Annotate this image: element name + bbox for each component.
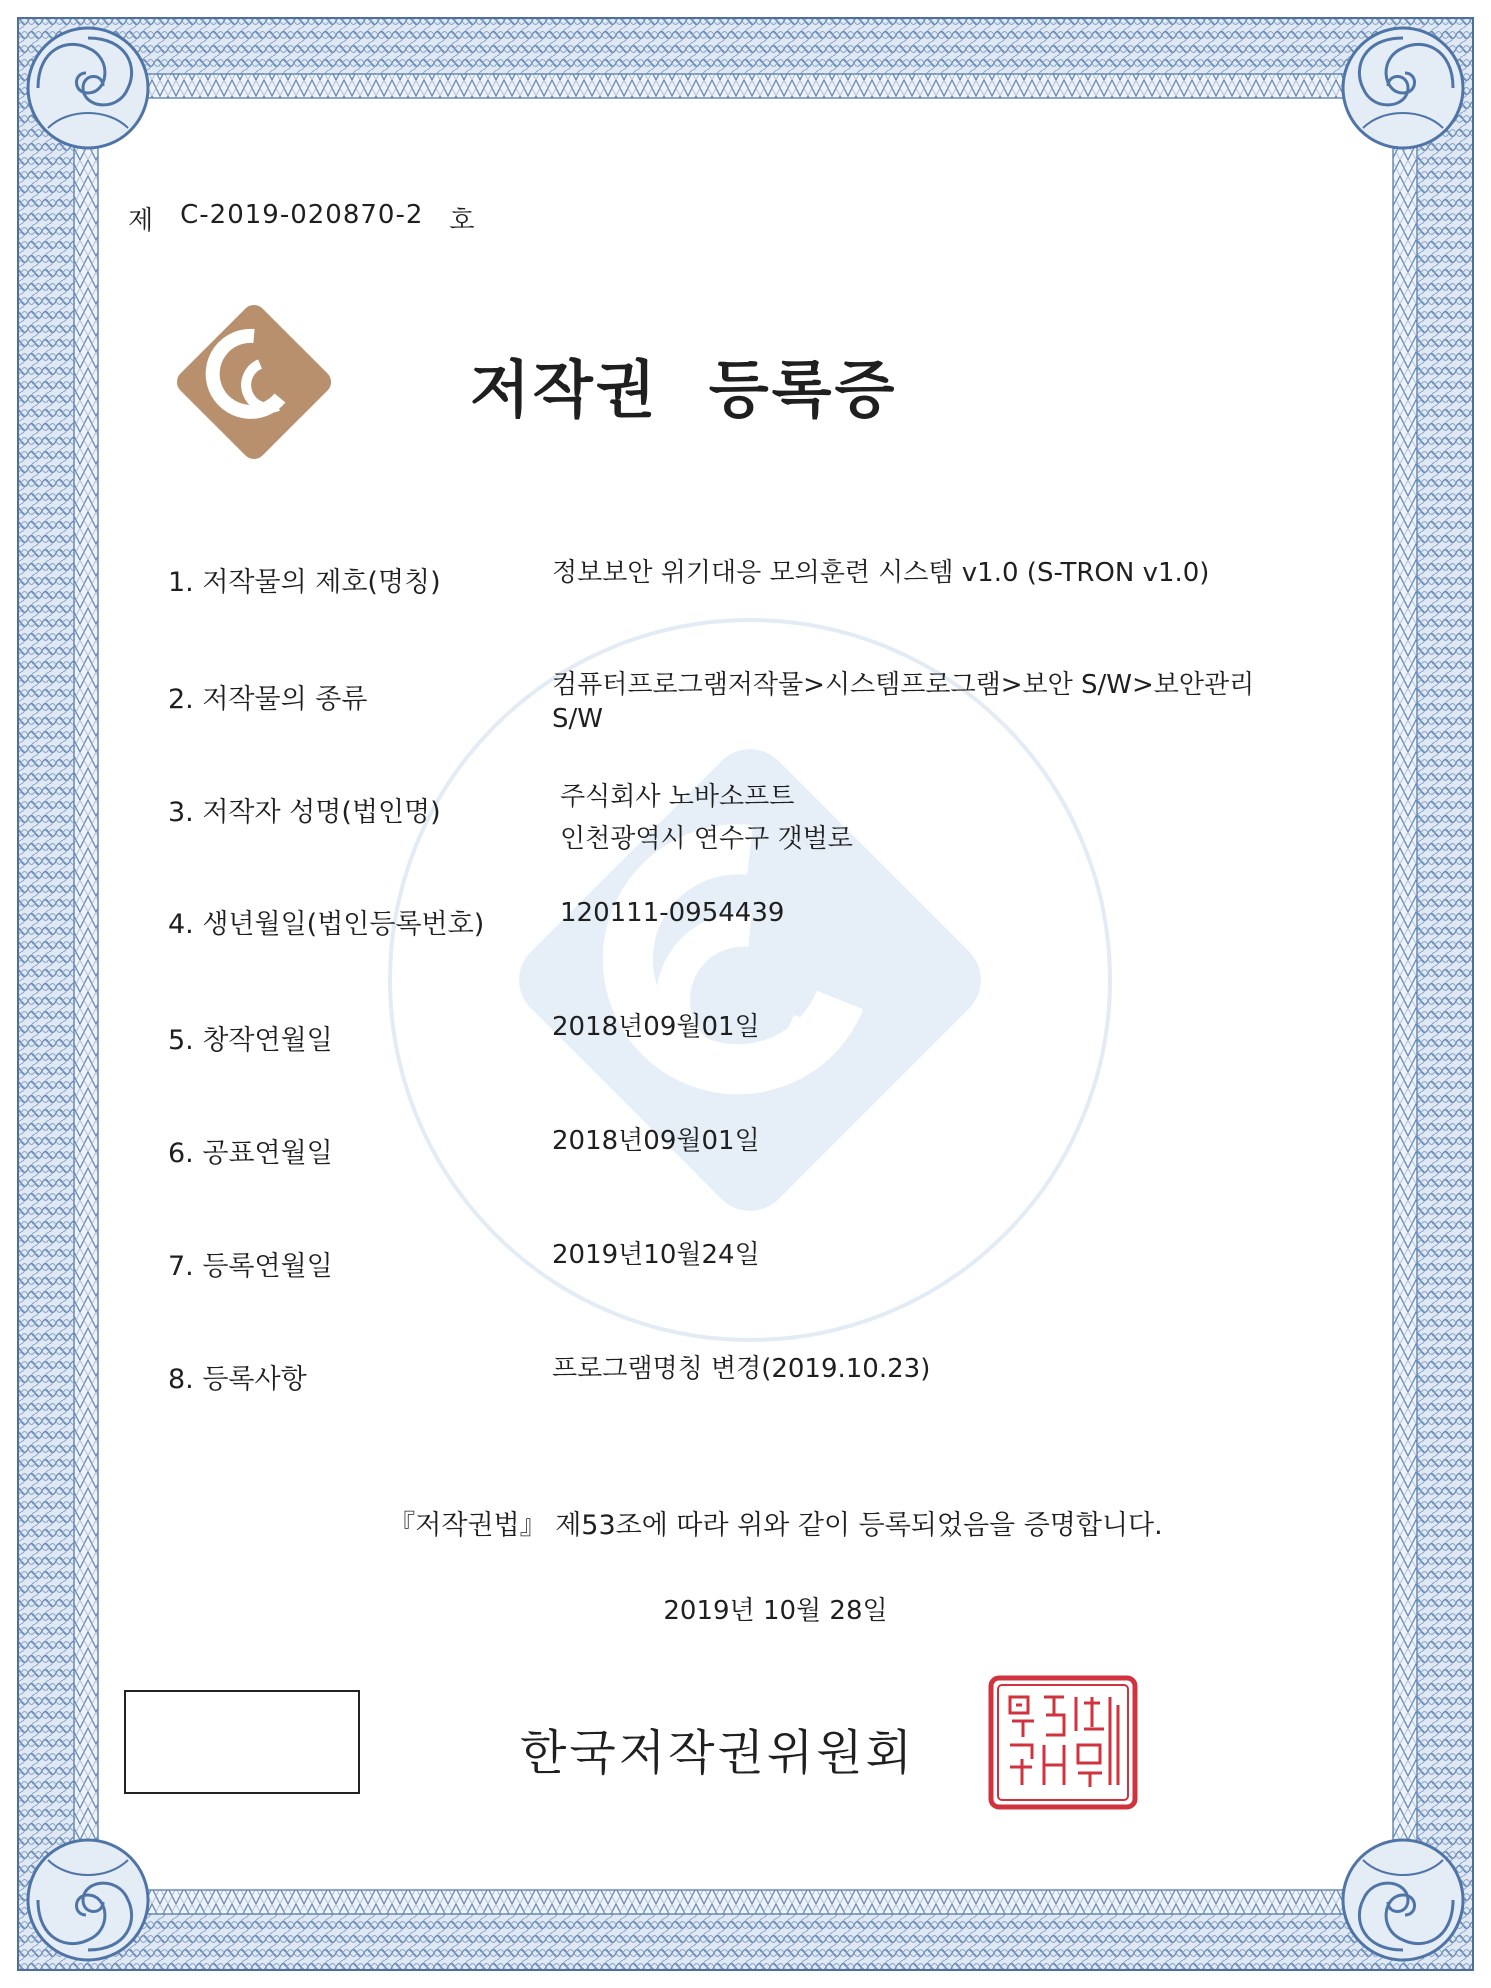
- certificate-number-value: C-2019-020870-2: [180, 200, 424, 230]
- official-seal-icon: [988, 1675, 1138, 1810]
- row-label: 8. 등록사항: [168, 1364, 307, 1395]
- certificate-number-prefix: 제: [128, 206, 155, 236]
- row-value: 2018년09월01일: [552, 1012, 760, 1042]
- certificate-number-suffix: 호: [449, 206, 476, 236]
- issue-date: 2019년 10월 28일: [663, 1596, 888, 1626]
- blank-box: [124, 1690, 360, 1794]
- issuer-name: 한국저작권위원회: [520, 1725, 915, 1781]
- copyright-commission-logo-icon: [168, 296, 340, 468]
- row-value: 정보보안 위기대응 모의훈련 시스템 v1.0 (S-TRON v1.0): [552, 558, 1210, 588]
- row-value: 컴퓨터프로그램저작물>시스템프로그램>보안 S/W>보안관리 S/W: [552, 670, 1255, 734]
- row-value: 프로그램명칭 변경(2019.10.23): [552, 1354, 931, 1384]
- title-part-registration: 등록증: [708, 353, 898, 426]
- row-label: 7. 등록연월일: [168, 1251, 333, 1282]
- row-value: 120111-0954439: [560, 898, 785, 928]
- row-label: 5. 창작연월일: [168, 1025, 333, 1056]
- title-part-copyright: 저작권: [470, 353, 659, 426]
- row-value-address: 인천광역시 연수구 갯벌로: [560, 824, 853, 854]
- row-label: 1. 저작물의 제호(명칭): [168, 567, 441, 598]
- certificate-title: [470, 340, 897, 429]
- row-label: 6. 공표연월일: [168, 1138, 333, 1169]
- row-value: 주식회사 노바소프트: [560, 782, 795, 812]
- row-label: 4. 생년월일(법인등록번호): [168, 909, 485, 940]
- certificate-number: [128, 200, 476, 237]
- certification-statement: 『저작권법』 제53조에 따라 위와 같이 등록되었음을 증명합니다.: [388, 1510, 1163, 1541]
- row-value: 2019년10월24일: [552, 1240, 760, 1270]
- row-value: 2018년09월01일: [552, 1126, 760, 1156]
- row-label: 2. 저작물의 종류: [168, 684, 368, 715]
- row-label: 3. 저작자 성명(법인명): [168, 797, 441, 828]
